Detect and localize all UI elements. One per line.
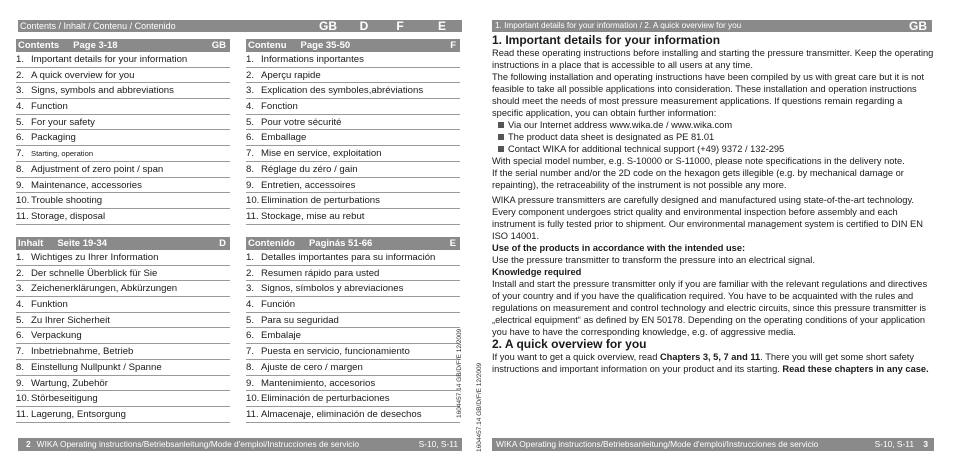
toc-item-number: 10.	[246, 393, 260, 405]
toc-item-label: Réglage du zéro / gain	[261, 163, 358, 175]
paragraph: WIKA pressure transmitters are carefully designed and manufactured using state-of-the-art technology. Every component undergoes strict quality and environmental inspection before assembly and each instrument is fully tested prior to shipment. Our environmental management system is certified to DIN EN ISO 14001.	[492, 195, 923, 241]
read-note: Read these chapters in any case.	[782, 364, 929, 374]
toc-item	[246, 209, 460, 225]
toc-item-label: Signs, symbols and abbreviations	[31, 85, 174, 97]
toc-item-number: 4.	[16, 101, 25, 113]
paragraph: Use the pressure transmitter to transform the pressure into an electrical signal.	[492, 255, 815, 265]
toc-item	[246, 266, 460, 282]
toc-item	[246, 52, 460, 68]
toc-item	[16, 376, 230, 392]
toc-item-label: Verpackung	[31, 330, 82, 342]
section-2-title: 2. A quick overview for you	[492, 337, 647, 351]
toc-item	[246, 360, 460, 376]
toc-item-label: Störbeseitigung	[31, 393, 98, 405]
toc-item-label: Emballage	[261, 132, 307, 144]
lang-tab-e: E	[422, 20, 462, 32]
paragraph: Read these operating instructions before installing and starting the pressure transmitter. Keep the operating instructions in a place that is accessible to all users at any time.	[492, 48, 934, 70]
right-footer	[492, 438, 934, 451]
toc-item	[16, 162, 230, 178]
toc-item-label: Entretien, accessoires	[261, 179, 356, 191]
toc-item-number: 1.	[16, 54, 25, 65]
toc-pages: Seite 19-34	[57, 238, 107, 249]
toc-item-number: 7.	[246, 346, 255, 358]
toc-item-number: 10.	[16, 393, 30, 405]
toc-item-label: For your safety	[31, 116, 95, 128]
toc-item-number: 11.	[16, 210, 29, 222]
toc-item-label: Important details for your information	[31, 54, 188, 65]
bullet-item: Via our Internet address www.wika.de / www.wika.com	[498, 119, 934, 131]
toc-item	[16, 68, 230, 84]
doc-code-right: 1604457.14 GB/D/F/E 12/2009	[476, 362, 483, 452]
toc-e	[246, 237, 460, 423]
page-number: 2	[26, 439, 31, 449]
toc-item	[246, 407, 460, 423]
toc-item-label: Stockage, mise au rebut	[261, 210, 365, 222]
toc-item	[246, 83, 460, 99]
toc-item	[16, 266, 230, 282]
toc-gb	[16, 39, 230, 225]
paragraph: The following installation and operating instructions have been compiled by us with great care but it is not feasible to take all possible applications into consideration. These installation and operation instructions should meet the needs of most pressure measurement applications. If questions remain regarding a specific application, you can obtain further information:	[492, 72, 925, 118]
toc-title: Contenido	[248, 238, 295, 249]
toc-item	[16, 344, 230, 360]
toc-item-number: 5.	[246, 314, 255, 326]
toc-item-label: Eliminación de perturbaciones	[261, 393, 390, 405]
toc-item-label: Mise en service, exploitation	[261, 148, 382, 160]
toc-item	[246, 178, 460, 194]
toc-item-number: 8.	[246, 361, 255, 373]
toc-heading	[246, 237, 460, 250]
toc-item	[246, 328, 460, 344]
toc-item-number: 11.	[16, 408, 29, 420]
toc-item	[246, 376, 460, 392]
toc-title: Inhalt	[18, 238, 44, 249]
toc-item-number: 9.	[246, 179, 255, 191]
page-number: 3	[923, 439, 928, 449]
toc-item-label: Para su seguridad	[261, 314, 339, 326]
toc-item-label: Elimination de perturbations	[261, 195, 380, 207]
toc-item-label: Aperçu rapide	[261, 69, 321, 81]
toc-heading	[16, 237, 230, 250]
toc-item-number: 5.	[16, 116, 25, 128]
toc-item	[16, 360, 230, 376]
toc-list	[246, 250, 460, 423]
toc-item	[16, 83, 230, 99]
toc-item-label: Inbetriebnahme, Betrieb	[31, 346, 134, 358]
toc-item-number: 6.	[246, 330, 255, 342]
toc-item-label: Wartung, Zubehör	[31, 377, 108, 389]
toc-item-number: 11.	[246, 408, 259, 420]
left-header: Contents / Inhalt / Contenu / Contenido	[18, 20, 462, 32]
toc-item-number: 2.	[246, 267, 255, 279]
toc-item	[246, 297, 460, 313]
footer-text: WIKA Operating instructions/Betriebsanleitung/Mode d'emploi/Instrucciones de servicio	[496, 439, 819, 449]
toc-item	[246, 313, 460, 329]
toc-item-label: Der schnelle Überblick für Sie	[31, 267, 158, 279]
toc-item	[16, 250, 230, 266]
toc-item	[246, 130, 460, 146]
toc-item	[246, 99, 460, 115]
toc-item	[246, 115, 460, 131]
toc-item-number: 9.	[246, 377, 255, 389]
toc-item-label: Einstellung Nullpunkt / Spanne	[31, 361, 162, 373]
toc-item-number: 1.	[246, 54, 255, 65]
toc-pages: Page 3-18	[73, 40, 118, 51]
toc-item-number: 4.	[246, 101, 255, 113]
toc-item-number: 4.	[16, 299, 25, 311]
toc-item	[246, 391, 460, 407]
toc-heading	[246, 39, 460, 52]
toc-item-label: Fonction	[261, 101, 298, 113]
toc-item	[16, 146, 230, 162]
toc-item	[16, 209, 230, 225]
toc-item-label: Adjustment of zero point / span	[31, 163, 164, 175]
toc-item-label: Zeichenerklärungen, Abkürzungen	[31, 283, 178, 295]
footer-text: WIKA Operating instructions/Betriebsanleitung/Mode d'emploi/Instrucciones de servicio	[36, 439, 360, 449]
toc-item	[246, 250, 460, 266]
paragraph	[492, 351, 934, 375]
toc-item-label: Zu Ihrer Sicherheit	[31, 314, 110, 326]
toc-item-label: Signos, símbolos y abreviaciones	[261, 283, 404, 295]
toc-item	[16, 130, 230, 146]
toc-item-label: Mantenimiento, accesorios	[261, 377, 376, 389]
toc-item-label: Informations inportantes	[261, 54, 364, 65]
paragraph: With special model number, e.g. S-10000 or S-11000, please note specifications in the delivery note.	[492, 156, 905, 166]
toc-item-label: Maintenance, accessories	[31, 179, 142, 191]
toc-item-label: Lagerung, Entsorgung	[31, 408, 126, 420]
toc-item-number: 8.	[16, 163, 25, 175]
bullet-item: Contact WIKA for additional technical support (+49) 9372 / 132-295	[498, 143, 934, 155]
knowledge-heading: Knowledge required	[492, 267, 582, 277]
toc-item	[16, 297, 230, 313]
toc-item-label: Función	[261, 299, 296, 311]
toc-item-number: 3.	[16, 283, 25, 295]
toc-item	[16, 328, 230, 344]
toc-item	[16, 52, 230, 68]
toc-item	[246, 344, 460, 360]
toc-item-number: 1.	[16, 252, 25, 263]
toc-item-label: Trouble shooting	[31, 195, 103, 207]
toc-code: GB	[211, 40, 226, 51]
toc-item-number: 2.	[246, 69, 255, 81]
toc-item-number: 3.	[16, 85, 25, 97]
toc-item-label: Explication des symboles,abréviations	[261, 85, 424, 97]
right-page	[492, 0, 946, 471]
toc-item	[16, 313, 230, 329]
toc-list	[246, 52, 460, 225]
right-body	[492, 34, 934, 375]
toc-item	[246, 162, 460, 178]
lang-tab-f: F	[386, 20, 414, 32]
toc-item	[16, 193, 230, 209]
toc-item-number: 7.	[16, 346, 25, 358]
paragraph: If the serial number and/or the 2D code on the hexagon gets illegible (e.g. by mechanical damage or repainting), the retraceability of the instrument is not possible any more.	[492, 168, 904, 190]
toc-item	[16, 115, 230, 131]
toc-item-number: 5.	[16, 314, 25, 326]
toc-item-number: 2.	[16, 267, 25, 279]
toc-item-number: 9.	[16, 377, 25, 389]
toc-item-label: Almacenaje, eliminación de desechos	[261, 408, 422, 420]
toc-item-label: Packaging	[31, 132, 76, 144]
toc-item	[16, 178, 230, 194]
toc-code: E	[449, 238, 456, 249]
toc-item-label: Embalaje	[261, 330, 301, 342]
toc-item	[16, 99, 230, 115]
toc-item-number: 6.	[16, 132, 25, 144]
toc-item	[246, 193, 460, 209]
toc-item-number: 6.	[16, 330, 25, 342]
toc-item-number: 3.	[246, 283, 255, 295]
chapters-ref: Chapters 3, 5, 7 and 11	[659, 352, 761, 362]
toc-item-number: 5.	[246, 116, 255, 128]
paragraph: Install and start the pressure transmitter only if you are familiar with the relevant regulations and directives of your country and if you have the qualification required. You have to be acquainted with the rules and regulations on measurement and control technology and electric circuits, since this pressure transmitter is „electrical equipment“ as defined by EN 50178. Depending on the operating conditions of your application you have to have the corresponding knowledge, e.g. of aggressive media.	[492, 279, 928, 337]
toc-item-label: Storage, disposal	[31, 210, 106, 222]
lang-tab-gb: GB	[314, 20, 342, 32]
toc-f	[246, 39, 460, 225]
use-heading: Use of the products in accordance with the intended use:	[492, 243, 746, 253]
toc-heading	[16, 39, 230, 52]
toc-list	[16, 52, 230, 225]
toc-item	[246, 68, 460, 84]
right-header: 1. Important details for your information / 2. A quick overview for you	[492, 20, 932, 32]
toc-item-number: 7.	[16, 148, 25, 160]
left-page	[0, 0, 462, 471]
footer-model: S-10, S-11	[874, 439, 914, 449]
toc-pages: Page 35-50	[300, 40, 351, 51]
bullet-item: The product data sheet is designated as PE 81.01	[498, 131, 934, 143]
toc-item-label: Resumen rápido para usted	[261, 267, 380, 279]
toc-item-label: A quick overview for you	[31, 69, 135, 81]
toc-item-number: 6.	[246, 132, 255, 144]
toc-item-number: 8.	[246, 163, 255, 175]
toc-item-number: 10.	[16, 195, 30, 207]
toc-item	[16, 407, 230, 423]
toc-item	[16, 281, 230, 297]
toc-item-label: Detalles importantes para su información	[261, 252, 436, 263]
toc-item-label: Pour votre sécurité	[261, 116, 342, 128]
toc-title: Contenu	[248, 40, 287, 51]
toc-code: D	[219, 238, 226, 249]
toc-item	[246, 281, 460, 297]
toc-item-label: Puesta en servicio, funcionamiento	[261, 346, 410, 358]
toc-item-label: Funktion	[31, 299, 68, 311]
doc-code-left: 1604457.14 GB/D/F/E 12/2009	[456, 328, 463, 418]
toc-item-number: 10.	[246, 195, 260, 207]
toc-title: Contents	[18, 40, 60, 51]
toc-item	[16, 391, 230, 407]
toc-item-number: 9.	[16, 179, 25, 191]
lang-tab-d: D	[350, 20, 378, 32]
toc-d	[16, 237, 230, 423]
toc-list	[16, 250, 230, 423]
bullet-list	[498, 119, 934, 155]
toc-pages: Paginás 51-66	[308, 238, 373, 249]
toc-item-number: 2.	[16, 69, 25, 81]
toc-item-number: 8.	[16, 361, 25, 373]
toc-item-number: 3.	[246, 85, 255, 97]
lang-tab-gb-right: GB	[904, 20, 932, 32]
toc-item-label: Wichtiges zu Ihrer Information	[31, 252, 159, 263]
toc-item-label: Function	[31, 101, 68, 113]
toc-item-number: 4.	[246, 299, 255, 311]
section-1-title: 1. Important details for your information	[492, 33, 721, 47]
text-run: . There you will get some short safety instructions and important information on your product and its starting.	[492, 352, 915, 374]
toc-item-number: 7.	[246, 148, 255, 160]
left-footer	[18, 438, 462, 451]
toc-item-label: Starting, operation	[31, 149, 94, 159]
toc-item-label: Ajuste de cero / margen	[261, 361, 363, 373]
toc-item	[246, 146, 460, 162]
toc-code: F	[450, 40, 456, 51]
text-run: If you want to get a quick overview, read	[492, 352, 660, 362]
footer-model: S-10, S-11	[418, 439, 458, 449]
toc-item-number: 11.	[246, 210, 259, 222]
toc-item-number: 1.	[246, 252, 255, 263]
